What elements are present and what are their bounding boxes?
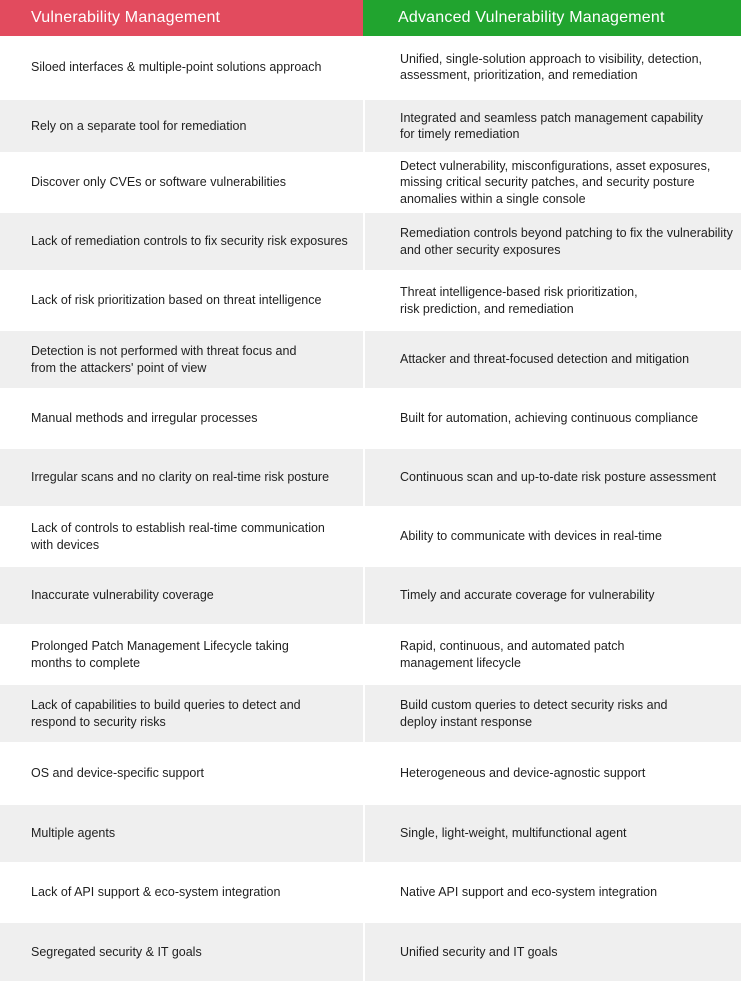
cell-advanced-vulnerability-management: Single, light-weight, multifunctional agent (363, 805, 741, 862)
cell-vulnerability-management: Siloed interfaces & multiple-point solutions approach (0, 36, 363, 98)
cell-vulnerability-management: Lack of API support & eco-system integration (0, 864, 363, 921)
table-row (0, 803, 741, 862)
table-row (0, 506, 741, 565)
table-row (0, 36, 741, 98)
table-body (0, 36, 741, 981)
cell-advanced-vulnerability-management: Build custom queries to detect security risks and deploy instant response (363, 685, 741, 742)
table-row (0, 270, 741, 329)
cell-vulnerability-management: Multiple agents (0, 805, 363, 862)
cell-vulnerability-management: Irregular scans and no clarity on real-time risk posture (0, 449, 363, 506)
header-vulnerability-management: Vulnerability Management (0, 0, 363, 36)
cell-advanced-vulnerability-management: Attacker and threat-focused detection and mitigation (363, 331, 741, 388)
table-row (0, 211, 741, 270)
cell-vulnerability-management: Manual methods and irregular processes (0, 390, 363, 447)
cell-advanced-vulnerability-management: Unified security and IT goals (363, 923, 741, 981)
cell-vulnerability-management: Prolonged Patch Management Lifecycle taking months to complete (0, 626, 363, 683)
cell-advanced-vulnerability-management: Threat intelligence-based risk prioritization, risk prediction, and remediation (363, 272, 741, 329)
cell-vulnerability-management: Inaccurate vulnerability coverage (0, 567, 363, 624)
cell-vulnerability-management: Discover only CVEs or software vulnerabilities (0, 154, 363, 211)
cell-vulnerability-management: Lack of remediation controls to fix security risk exposures (0, 213, 363, 270)
cell-vulnerability-management: Detection is not performed with threat focus and from the attackers' point of view (0, 331, 363, 388)
cell-advanced-vulnerability-management: Continuous scan and up-to-date risk posture assessment (363, 449, 741, 506)
cell-advanced-vulnerability-management: Unified, single-solution approach to visibility, detection, assessment, prioritization, and remediation (363, 36, 741, 98)
table-row (0, 565, 741, 624)
table-row (0, 624, 741, 683)
cell-vulnerability-management: Lack of risk prioritization based on threat intelligence (0, 272, 363, 329)
table-row (0, 329, 741, 388)
table-row (0, 921, 741, 981)
cell-advanced-vulnerability-management: Heterogeneous and device-agnostic support (363, 744, 741, 803)
table-row (0, 447, 741, 506)
cell-advanced-vulnerability-management: Detect vulnerability, misconfigurations, asset exposures, missing critical security patches, and security posture anomalies within a single console (363, 154, 741, 211)
cell-advanced-vulnerability-management: Native API support and eco-system integration (363, 864, 741, 921)
cell-advanced-vulnerability-management: Ability to communicate with devices in real-time (363, 508, 741, 565)
cell-vulnerability-management: Rely on a separate tool for remediation (0, 100, 363, 152)
cell-advanced-vulnerability-management: Built for automation, achieving continuous compliance (363, 390, 741, 447)
cell-advanced-vulnerability-management: Remediation controls beyond patching to fix the vulnerability and other security exposures (363, 213, 741, 270)
table-row (0, 683, 741, 742)
cell-vulnerability-management: Lack of controls to establish real-time communication with devices (0, 508, 363, 565)
table-row (0, 742, 741, 803)
table-row (0, 98, 741, 152)
cell-advanced-vulnerability-management: Rapid, continuous, and automated patch management lifecycle (363, 626, 741, 683)
cell-advanced-vulnerability-management: Timely and accurate coverage for vulnerability (363, 567, 741, 624)
table-header (0, 0, 741, 36)
cell-advanced-vulnerability-management: Integrated and seamless patch management capability for timely remediation (363, 100, 741, 152)
header-advanced-vulnerability-management: Advanced Vulnerability Management (363, 0, 741, 36)
cell-vulnerability-management: OS and device-specific support (0, 744, 363, 803)
table-row (0, 388, 741, 447)
cell-vulnerability-management: Segregated security & IT goals (0, 923, 363, 981)
cell-vulnerability-management: Lack of capabilities to build queries to detect and respond to security risks (0, 685, 363, 742)
table-row (0, 862, 741, 921)
table-row (0, 152, 741, 211)
